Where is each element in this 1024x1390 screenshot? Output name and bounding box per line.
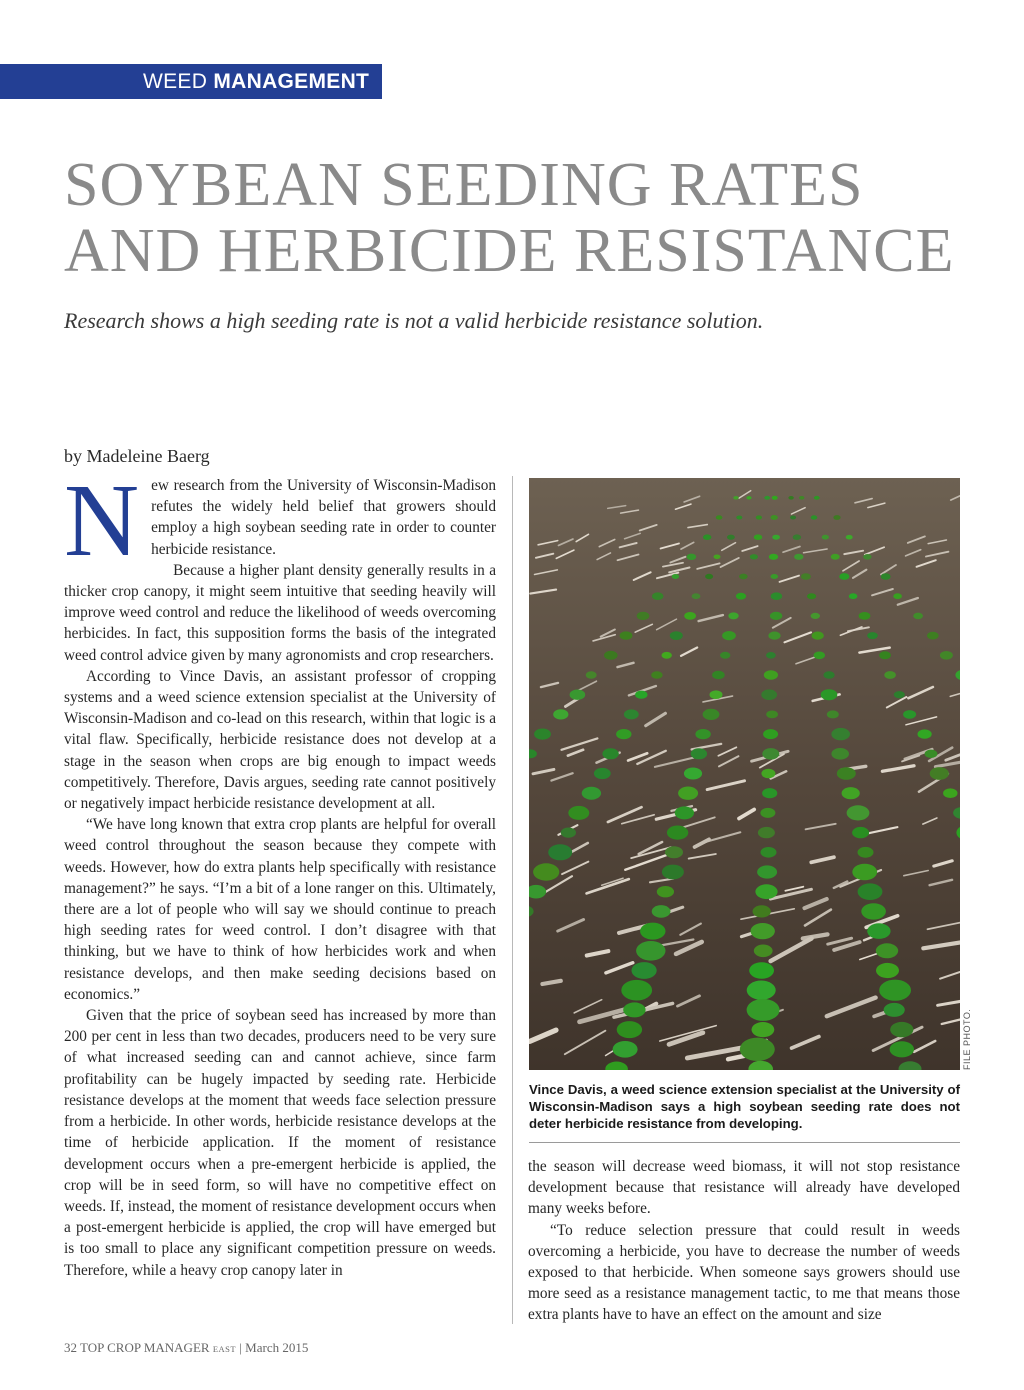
section-header: [0, 64, 382, 99]
article-title-line-1: SOYBEAN SEEDING RATES: [64, 151, 864, 219]
caption-rule: [529, 1142, 960, 1143]
column-divider: [512, 476, 513, 1324]
right-column: [528, 1156, 960, 1328]
paragraph: Given that the price of soybean seed has increased by more than 200 per cent in less than two decades, producers need to be very sure of what increased seeding can and cannot achieve, since farm profitability can be hugely impacted by seeding rate. Herbicide resistance develops at the moment that weeds face selection pressure from a herbicide. In other words, herbicide resistance develops at the time of herbicide application. If the moment of resistance development occurs when a pre-emergent herbicide is applied, the crop will be in seed form, so will have no competitive effect on weeds. If, instead, the moment of resistance development occurs when a post-emergent herbicide is applied, the crop will have emerged but is too small to place any significant competition pressure on weeds. Therefore, while a heavy crop canopy later in: [64, 1007, 496, 1279]
left-column: [64, 475, 496, 1327]
paragraph: “To reduce selection pressure that could result in weeds overcoming a herbicide, you have to decrease the number of weeds exposed to that herbicide. When someone says growers should use more seed as a resistance management tactic, to me that means those extra plants have to have an effect on the amount and size: [528, 1221, 960, 1324]
magazine-name: TOP CROP MANAGER: [80, 1340, 210, 1355]
photo-caption: Vince Davis, a weed science extension specialist at the University of Wisconsin-Madison says a high soybean seeding rate does not deter herbicide resistance from developing.: [529, 1082, 960, 1131]
drop-cap: N: [64, 475, 140, 578]
article-title: [64, 152, 994, 284]
article-title-line-2: AND HERBICIDE RESISTANCE: [64, 217, 955, 285]
section-header-bold: MANAGEMENT: [213, 70, 370, 93]
field-photo: [529, 478, 960, 1070]
paragraph: “We have long known that extra crop plants are helpful for overall weed control throughout the season because they compete with weeds. However, how do extra plants help specifically with resistance management?” he says. “I’m a bit of a lone ranger on this. Ultimately, there are a lot of people who will say we should continue to preach high seeding rates for weed control. I don’t disagree with that thinking, but we have to think of how herbicides work and when resistance develops, and then make seeding decisions based on economics.”: [64, 816, 496, 1003]
issue-date: March 2015: [245, 1340, 309, 1355]
footer-separator: |: [239, 1340, 242, 1355]
paragraph: the season will decrease weed biomass, it will not stop resistance development because that resistance will already have developed many weeks before.: [528, 1158, 960, 1218]
article-subtitle: Research shows a high seeding rate is not a valid herbicide resistance solution.: [64, 308, 764, 333]
byline: by Madeleine Baerg: [64, 446, 210, 466]
page-footer: [64, 1340, 308, 1356]
paragraph: Because a higher plant density generally results in a thicker crop canopy, it might seem intuitive that seeding heavily will improve weed control and reduce the likelihood of weeds overcoming herbicides. In fact, this supposition forms the basis of the integrated weed control advice given by many agronomists and crop researchers.: [64, 561, 496, 664]
section-header-light: WEED: [143, 70, 208, 93]
photo-credit: FILE PHOTO.: [962, 1008, 972, 1070]
paragraph: According to Vince Davis, an assistant professor of cropping systems and a weed science extension specialist at the University of Wisconsin-Madison and co-lead on this research, within that logic is a vital flaw. Specifically, herbicide resistance does not develop at a stage in the season when crops are big enough to impact weeds competitively. Therefore, Davis argues, seeding rate cannot positively or negatively impact herbicide resistance development at all.: [64, 667, 496, 813]
soybean-field-image: [529, 478, 960, 1070]
magazine-edition: EAST: [212, 1344, 237, 1354]
page-number: 32: [64, 1340, 77, 1355]
paragraph: ew research from the University of Wisconsin-Madison refutes the widely held belief that growers should employ a high soybean seeding rate in order to counter herbicide resistance.: [151, 477, 496, 558]
